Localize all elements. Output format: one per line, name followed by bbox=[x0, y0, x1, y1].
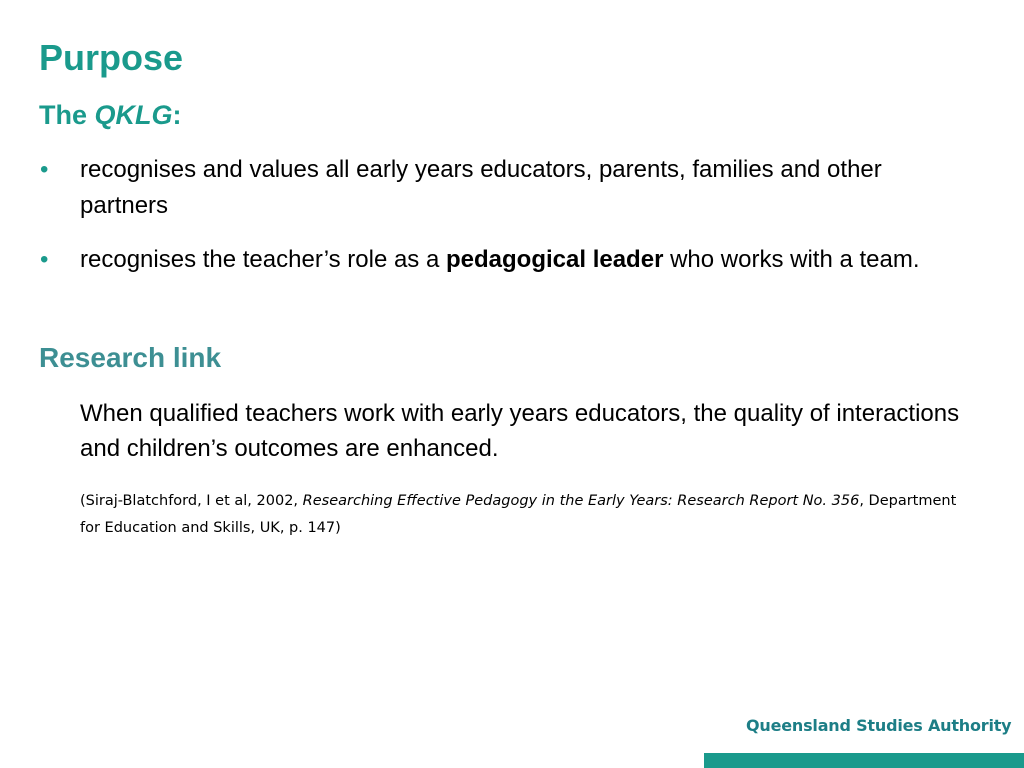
bullet-text-after: who works with a team. bbox=[663, 246, 920, 273]
bullet-text bbox=[80, 242, 930, 278]
qsa-logo: Queensland Studies Authority bbox=[746, 716, 1012, 735]
bullet-item bbox=[40, 242, 920, 314]
citation bbox=[80, 488, 980, 542]
bullet-item bbox=[40, 152, 900, 224]
citation-title: Researching Effective Pedagogy in the Early Years: Research Report No. 356 bbox=[302, 493, 860, 509]
subtitle-prefix: The bbox=[39, 100, 95, 130]
footer-bar bbox=[704, 753, 1024, 768]
slide-subtitle bbox=[39, 98, 182, 132]
bullet-text-before: recognises the teacher’s role as a bbox=[80, 246, 446, 273]
bullet-marker: • bbox=[40, 246, 49, 273]
bullet-text: recognises and values all early years educators, parents, families and other partners bbox=[80, 156, 882, 219]
bullet-text-bold: pedagogical leader bbox=[446, 246, 664, 273]
subtitle-emphasis: QKLG bbox=[94, 100, 173, 130]
subtitle-suffix: : bbox=[172, 100, 182, 130]
citation-before: (Siraj-Blatchford, I et al, 2002, bbox=[80, 493, 303, 509]
research-heading: Research link bbox=[39, 342, 222, 373]
research-text: When qualified teachers work with early years educators, the quality of interactions and children’s outcomes are enhanced. bbox=[80, 400, 960, 462]
bullet-marker: • bbox=[40, 156, 49, 183]
citation-after: , Department for Education and Skills, UK, p. 147) bbox=[80, 493, 957, 536]
slide-title: Purpose bbox=[39, 37, 184, 78]
